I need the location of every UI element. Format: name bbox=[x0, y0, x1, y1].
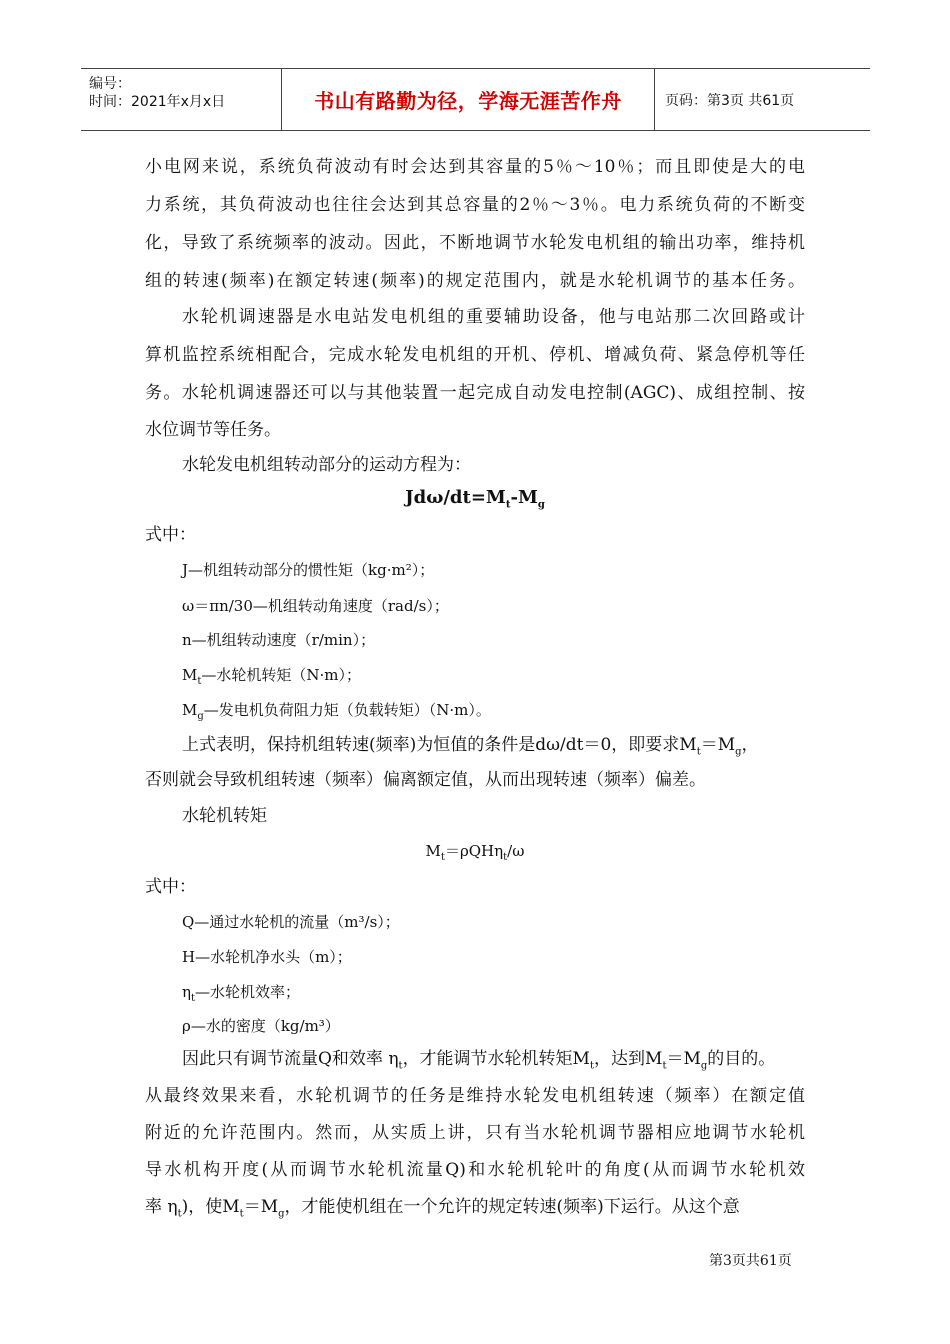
paragraph-line: 水轮发电机组转动部分的运动方程为： bbox=[182, 455, 471, 475]
definition-item: J—机组转动部分的惯性矩（kg·m²）； bbox=[182, 561, 435, 579]
text-sub: g bbox=[278, 1208, 285, 1220]
text-run: ，才能调节水轮机转矩M bbox=[402, 1049, 590, 1069]
definition-item: n—机组转动速度（r/min）； bbox=[182, 631, 376, 649]
symbol-sub: g bbox=[197, 711, 204, 722]
paragraph-line: 化，导致了系统频率的波动。因此，不断地调节水轮发电机组的输出功率，维持机 bbox=[145, 233, 805, 253]
header-motto-cell bbox=[282, 69, 655, 130]
eq-part: ＝ρQHη bbox=[444, 842, 504, 860]
text-sub: g bbox=[700, 1060, 708, 1072]
symbol-sub: t bbox=[191, 993, 196, 1004]
document-number-label: 编号： bbox=[89, 76, 131, 92]
paragraph-line: 水位调节等任务。 bbox=[145, 420, 281, 440]
definition-item: ρ—水的密度（kg/m³） bbox=[182, 1017, 340, 1035]
text-sub: t bbox=[589, 1060, 595, 1072]
motion-equation bbox=[0, 487, 950, 511]
text-run: 因此只有调节流量Q和效率 η bbox=[182, 1049, 399, 1069]
paragraph-line: 力系统，其负荷波动也往往会达到其总容量的2％～3％。电力系统负荷的不断变 bbox=[145, 195, 805, 215]
text-run: 率 η bbox=[145, 1197, 178, 1217]
paragraph-line: 导水机构开度(从而调节水轮机流量Q)和水轮机轮叶的角度(从而调节水轮机效 bbox=[145, 1160, 805, 1180]
definition-item: Q—通过水轮机的流量（m³/s）； bbox=[182, 913, 400, 931]
symbol: M bbox=[182, 666, 198, 684]
eq-part: Jdω/dt=M bbox=[405, 487, 506, 508]
paragraph-line bbox=[182, 1047, 775, 1078]
eq-sub: g bbox=[537, 499, 545, 511]
paragraph-line: 务。水轮机调速器还可以与其他装置一起完成自动发电控制(AGC)、成组控制、按 bbox=[145, 383, 805, 403]
header-meta-cell bbox=[81, 69, 282, 130]
symbol: M bbox=[182, 701, 198, 719]
paragraph-line: 附近的允许范围内。然而，从实质上讲，只有当水轮机调节器相应地调节水轮机 bbox=[145, 1123, 805, 1143]
eq-part: M bbox=[425, 842, 441, 860]
definition-item bbox=[182, 698, 491, 729]
definition-item bbox=[182, 980, 300, 1011]
symbol-sub: t bbox=[197, 676, 202, 687]
header-page-cell bbox=[655, 69, 870, 130]
text-run: ＝M bbox=[700, 735, 736, 755]
paragraph-line: 水轮机转矩 bbox=[182, 806, 267, 826]
text-run: ＝M bbox=[243, 1197, 279, 1217]
paragraph-line bbox=[182, 733, 759, 764]
paragraph-line: 水轮机调速器是水电站发电机组的重要辅助设备，他与电站那二次回路或计 bbox=[182, 307, 805, 327]
definition-item: ω＝πn/30—机组转动角速度（rad/s）； bbox=[182, 597, 449, 615]
definition-text: —发电机负荷阻力矩（负载转矩）（N·m）。 bbox=[203, 701, 491, 719]
symbol: η bbox=[182, 983, 191, 1001]
paragraph-line: 算机监控系统相配合，完成水轮发电机组的开机、停机、增减负荷、紧急停机等任 bbox=[145, 345, 805, 365]
text-run: )，使M bbox=[181, 1197, 240, 1217]
text-run: ， bbox=[741, 735, 759, 755]
text-sub: t bbox=[662, 1060, 667, 1072]
page-footer: 第3页共61页 bbox=[709, 1253, 792, 1269]
text-run: ＝M bbox=[666, 1049, 701, 1069]
page-code: 页码：第3页 共61页 bbox=[665, 92, 795, 109]
eq-part: /ω bbox=[507, 842, 525, 860]
definition-text: —水轮机转矩（N·m）； bbox=[201, 666, 362, 684]
text-run: 的目的。 bbox=[707, 1049, 776, 1069]
page-header bbox=[81, 68, 870, 131]
motto-text: 书山有路勤为径，学海无涯苦作舟 bbox=[314, 89, 622, 113]
where-label: 式中： bbox=[145, 877, 196, 897]
definition-item: H—水轮机净水头（m）； bbox=[182, 948, 352, 966]
text-sub: g bbox=[735, 746, 742, 758]
text-run: 上式表明，保持机组转速(频率)为恒值的条件是dω/dt＝0，即要求M bbox=[182, 735, 697, 755]
text-sub: t bbox=[398, 1060, 403, 1072]
text-run: ，才能使机组在一个允许的规定转速(频率)下运行。从这个意 bbox=[284, 1197, 740, 1217]
eq-sub: t bbox=[505, 499, 511, 511]
definition-item bbox=[182, 663, 361, 694]
paragraph-line bbox=[145, 1195, 740, 1226]
torque-equation bbox=[0, 840, 950, 863]
document-time-label: 时间：2021年x月x日 bbox=[89, 94, 226, 110]
paragraph-line: 否则就会导致机组转速（频率）偏离额定值，从而出现转速（频率）偏差。 bbox=[145, 770, 706, 790]
paragraph-line: 小电网来说，系统负荷波动有时会达到其容量的5％～10％；而且即使是大的电 bbox=[145, 157, 805, 177]
paragraph-line: 从最终效果来看，水轮机调节的任务是维持水轮发电机组转速（频率）在额定值 bbox=[145, 1086, 805, 1106]
text-sub: t bbox=[177, 1208, 182, 1220]
paragraph-line: 组的转速(频率)在额定转速(频率)的规定范围内，就是水轮机调节的基本任务。 bbox=[145, 271, 805, 291]
text-sub: t bbox=[696, 746, 701, 758]
where-label: 式中： bbox=[145, 525, 196, 545]
text-run: ，达到M bbox=[594, 1049, 663, 1069]
definition-text: —水轮机效率； bbox=[195, 983, 301, 1001]
eq-part: -M bbox=[510, 487, 538, 508]
text-sub: t bbox=[239, 1208, 244, 1220]
eq-sub: t bbox=[503, 852, 508, 863]
eq-sub: t bbox=[440, 852, 445, 863]
